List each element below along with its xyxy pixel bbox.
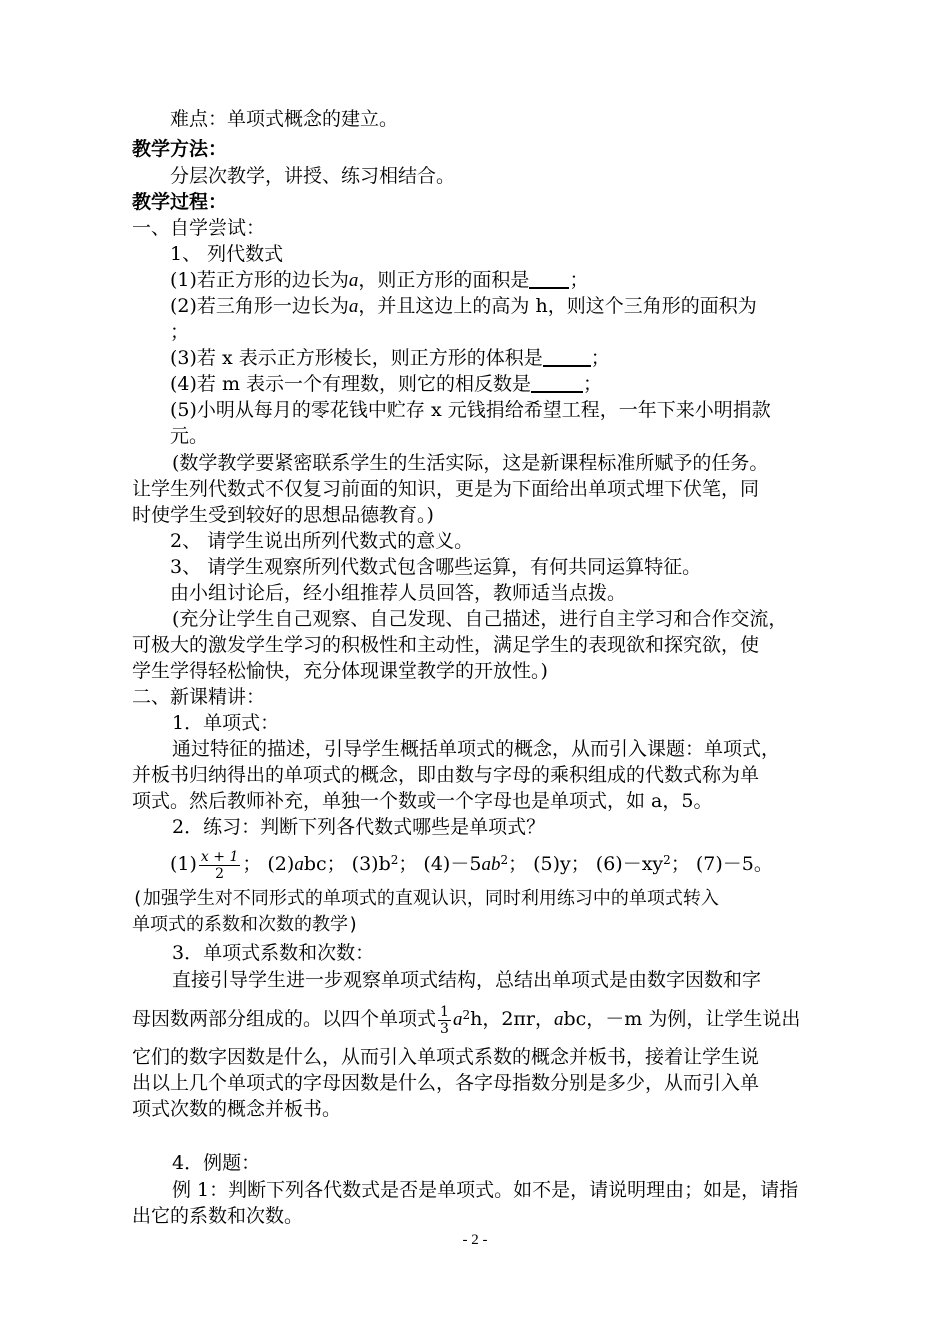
text-line: ； [170, 321, 190, 343]
text-line: 直接引导学生进一步观察单项式结构，总结出单项式是由数字因数和字 [172, 969, 762, 991]
exponent: 2 [663, 853, 671, 867]
text-segment: (1)若正方形的边长为 [170, 269, 349, 291]
section-heading: 教学方法： [132, 138, 228, 160]
text-segment: (4)若 m 表示一个有理数，则它的相反数是 [170, 373, 532, 395]
text-line: (数学教学要紧密联系学生的生活实际，这是新课程标准所赋予的任务。 [172, 452, 769, 474]
text-line: 1、 列代数式 [170, 243, 284, 265]
exponent: 2 [500, 853, 509, 867]
variable: ab [481, 854, 501, 875]
text-segment: ； [583, 373, 603, 395]
text-segment: (3)若 x 表示正方形棱长，则正方形的体积是 [170, 347, 543, 369]
text-segment: ； (5)y； (6)－xy [508, 853, 664, 875]
text-line: 4．例题： [172, 1152, 261, 1174]
exercise-line [170, 345, 610, 371]
section-heading: 教学过程： [132, 191, 228, 213]
variable: a [294, 854, 304, 875]
text-segment: bc，－m 为例，让学生说出 [563, 1008, 801, 1030]
exponent: 2 [462, 1008, 471, 1022]
variable: a [553, 1009, 564, 1030]
text-line: 项式。然后教师补充，单独一个数或一个字母也是单项式，如 a，5。 [132, 790, 713, 812]
text-line: 2、 请学生说出所列代数式的意义。 [170, 530, 474, 552]
answer-blank [543, 347, 591, 367]
answer-blank [531, 373, 583, 393]
text-line: 出它的系数和次数。 [132, 1205, 304, 1227]
text-line: 分层次教学，讲授、练习相结合。 [170, 165, 456, 187]
numerator: 1 [440, 1003, 449, 1020]
text-line: (充分让学生自己观察、自己发现、自己描述，进行自主学习和合作交流， [172, 608, 788, 630]
answer-blank [529, 269, 569, 289]
exponent: 2 [390, 853, 399, 867]
text-line: 3、 请学生观察所列代数式包含哪些运算，有何共同运算特征。 [170, 556, 702, 578]
text-segment: ； (7)－5。 [670, 853, 773, 875]
text-segment: h，2πr， [470, 1008, 554, 1030]
text-segment: ，则正方形的面积是 [358, 269, 530, 291]
text-line: 时使学生受到较好的思想品德教育。) [132, 504, 434, 526]
text-segment: bc； (3)b [303, 853, 391, 875]
denominator: 2 [215, 865, 225, 882]
text-line: 3．单项式系数和次数： [172, 942, 375, 964]
text-line: 项式次数的概念并板书。 [132, 1098, 342, 1120]
text-line: 1．单项式： [172, 712, 280, 734]
text-line: 例 1：判断下列各代数式是否是单项式。如不是，请说明理由；如是，请指 [172, 1179, 799, 1201]
exercise-line [170, 267, 588, 294]
text-line: 可极大的激发学生学习的积极性和主动性，满足学生的表现欲和探究欲，使 [132, 634, 760, 656]
text-line: (加强学生对不同形式的单项式的直观认识，同时利用练习中的单项式转入 [132, 888, 719, 909]
text-line: 单项式的系数和次数的教学) [132, 914, 359, 935]
text-line: (5)小明从每月的零花钱中贮存 x 元钱捐给希望工程，一年下来小明捐款 [170, 399, 771, 421]
exercise-line [170, 371, 602, 397]
text-line: 由小组讨论后，经小组推荐人员回答，教师适当点拨。 [170, 582, 627, 604]
page-number: - 2 - [462, 1232, 488, 1248]
text-segment: ，并且这边上的高为 h，则这个三角形的面积为 [358, 295, 757, 317]
text-segment: (2)若三角形一边长为 [170, 295, 349, 317]
text-segment: ； (4)－5 [398, 853, 482, 875]
text-segment: ； (2) [242, 853, 295, 875]
text-line: 通过特征的描述，引导学生概括单项式的概念，从而引入课题：单项式， [172, 738, 781, 760]
text-line: 让学生列代数式不仅复习前面的知识，更是为下面给出单项式埋下伏笔，同 [132, 478, 760, 500]
numerator: x + 1 [200, 848, 239, 865]
text-line: 二、新课精讲： [132, 686, 266, 708]
variable: a [348, 270, 359, 291]
text-line: 并板书归纳得出的单项式的概念，即由数与字母的乘积组成的代数式称为单 [132, 764, 760, 786]
text-line: 元。 [170, 425, 209, 447]
text-line: 学生学得轻松愉快，充分体现课堂教学的开放性。) [132, 660, 548, 682]
text-segment: 母因数两部分组成的。以四个单项式 [132, 1008, 437, 1030]
exercise-list [170, 846, 773, 883]
denominator: 3 [440, 1020, 449, 1037]
exercise-line [170, 293, 757, 320]
text-segment: (1) [170, 853, 197, 875]
fraction [199, 849, 240, 882]
fraction [438, 1004, 451, 1037]
variable: a [348, 296, 359, 317]
variable: a [452, 1009, 463, 1030]
text-line: 2．练习：判断下列各代数式哪些是单项式？ [172, 816, 546, 838]
text-segment: ； [569, 269, 589, 291]
text-line: 一、自学尝试： [132, 217, 266, 239]
text-line [132, 1000, 800, 1039]
text-line: 出以上几个单项式的字母因数是什么，各字母指数分别是多少，从而引入单 [132, 1072, 760, 1094]
text-line: 难点：单项式概念的建立。 [170, 108, 399, 130]
text-segment: ； [590, 347, 610, 369]
text-line: 它们的数字因数是什么，从而引入单项式系数的概念并板书，接着让学生说 [132, 1046, 760, 1068]
